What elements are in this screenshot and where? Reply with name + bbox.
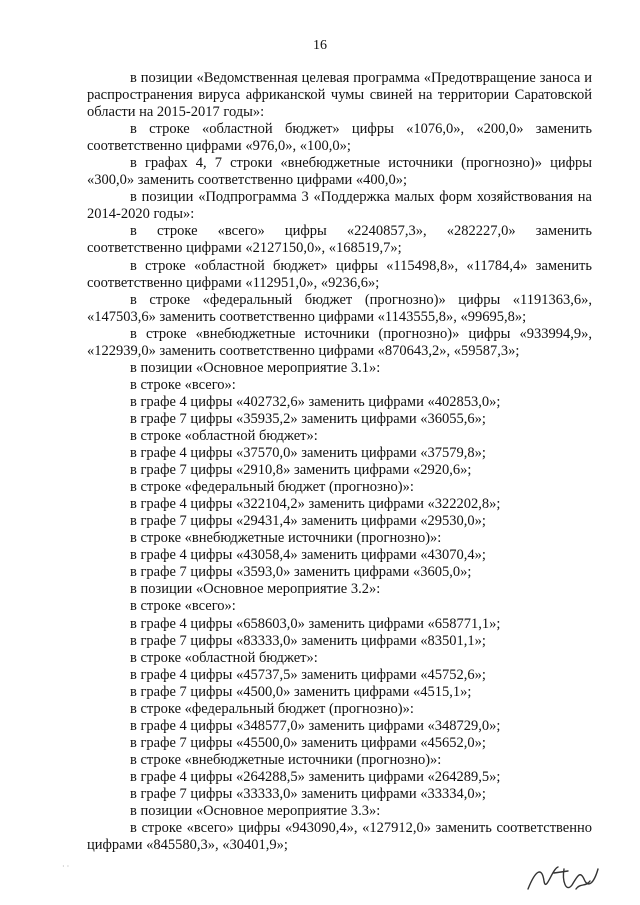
paragraph: в графе 7 цифры «3593,0» заменить цифрами «3605,0»; [130, 564, 472, 581]
paragraph: в строке «внебюджетные источники (прогнозно)»: [130, 751, 442, 768]
paragraph: в строке «федеральный бюджет (прогнозно)» цифры «1191363,6», «147503,6» заменить соответственно цифрами «1143555,8», «99695,8»; [87, 291, 592, 325]
paragraph: в позиции «Подпрограмма 3 «Поддержка малых форм хозяйствования на 2014-2020 годы»: [87, 189, 592, 223]
paragraph: в графе 7 цифры «2910,8» заменить цифрами «2920,6»; [130, 462, 472, 479]
paragraph: в строке «федеральный бюджет (прогнозно)»: [130, 479, 414, 496]
paragraph: в строке «всего» цифры «2240857,3», «282227,0» заменить соответственно цифрами «2127150,0», «168519,7»; [87, 223, 592, 257]
page-number: 16 [313, 38, 327, 53]
paragraph: в позиции «Основное мероприятие 3.1»: [130, 359, 381, 376]
paragraph: в позиции «Основное мероприятие 3.3»: [130, 803, 381, 820]
paragraph: в графах 4, 7 строки «внебюджетные источники (прогнозно)» цифры «300,0» заменить соответственно цифрами «400,0»; [87, 155, 592, 189]
paragraph: в строке «внебюджетные источники (прогнозно)»: [130, 530, 442, 547]
paragraph: в графе 4 цифры «45737,5» заменить цифрами «45752,6»; [130, 666, 486, 683]
paragraph: в графе 7 цифры «35935,2» заменить цифрами «36055,6»; [130, 410, 486, 427]
paragraph: в графе 4 цифры «348577,0» заменить цифрами «348729,0»; [130, 717, 501, 734]
paragraph: в строке «всего» цифры «943090,4», «127912,0» заменить соответственно цифрами «845580,3», «30401,9»; [87, 820, 592, 854]
paragraph: в графе 4 цифры «264288,5» заменить цифрами «264289,5»; [130, 768, 501, 785]
paragraph: в графе 7 цифры «29431,4» заменить цифрами «29530,0»; [130, 513, 486, 530]
paragraph: в графе 7 цифры «33333,0» заменить цифрами «33334,0»; [130, 785, 486, 802]
paragraph: в графе 4 цифры «37570,0» заменить цифрами «37579,8»; [130, 445, 486, 462]
paragraph: в графе 4 цифры «658603,0» заменить цифрами «658771,1»; [130, 615, 501, 632]
paragraph: в графе 7 цифры «83333,0» заменить цифрами «83501,1»; [130, 632, 486, 649]
paragraph: в графе 4 цифры «402732,6» заменить цифрами «402853,0»; [130, 393, 501, 410]
handwritten-signature [524, 859, 602, 897]
paragraph: в позиции «Ведомственная целевая программа «Предотвращение заноса и распространения вируса африканской чумы свиней на территории Саратовской области на 2015-2017 годы»: [87, 70, 592, 121]
paragraph: в графе 4 цифры «322104,2» заменить цифрами «322202,8»; [130, 496, 501, 513]
paragraph: в графе 7 цифры «45500,0» заменить цифрами «45652,0»; [130, 734, 486, 751]
document-body [87, 70, 592, 854]
paragraph: в строке «областной бюджет»: [130, 649, 318, 666]
paragraph: в строке «всего»: [130, 376, 236, 393]
paragraph: в строке «всего»: [130, 598, 236, 615]
paragraph: в строке «федеральный бюджет (прогнозно)»: [130, 700, 414, 717]
paragraph: в строке «внебюджетные источники (прогнозно)» цифры «933994,9», «122939,0» заменить соответственно цифрами «870643,2», «59587,3»; [87, 325, 592, 359]
paragraph: в строке «областной бюджет»: [130, 427, 318, 444]
paragraph: в графе 7 цифры «4500,0» заменить цифрами «4515,1»; [130, 683, 472, 700]
paragraph: в позиции «Основное мероприятие 3.2»: [130, 581, 381, 598]
paragraph: в графе 4 цифры «43058,4» заменить цифрами «43070,4»; [130, 547, 486, 564]
scan-artifact: · · [62, 862, 70, 871]
paragraph: в строке «областной бюджет» цифры «115498,8», «11784,4» заменить соответственно цифрами «112951,0», «9236,6»; [87, 257, 592, 291]
paragraph: в строке «областной бюджет» цифры «1076,0», «200,0» заменить соответственно цифрами «976,0», «100,0»; [87, 121, 592, 155]
